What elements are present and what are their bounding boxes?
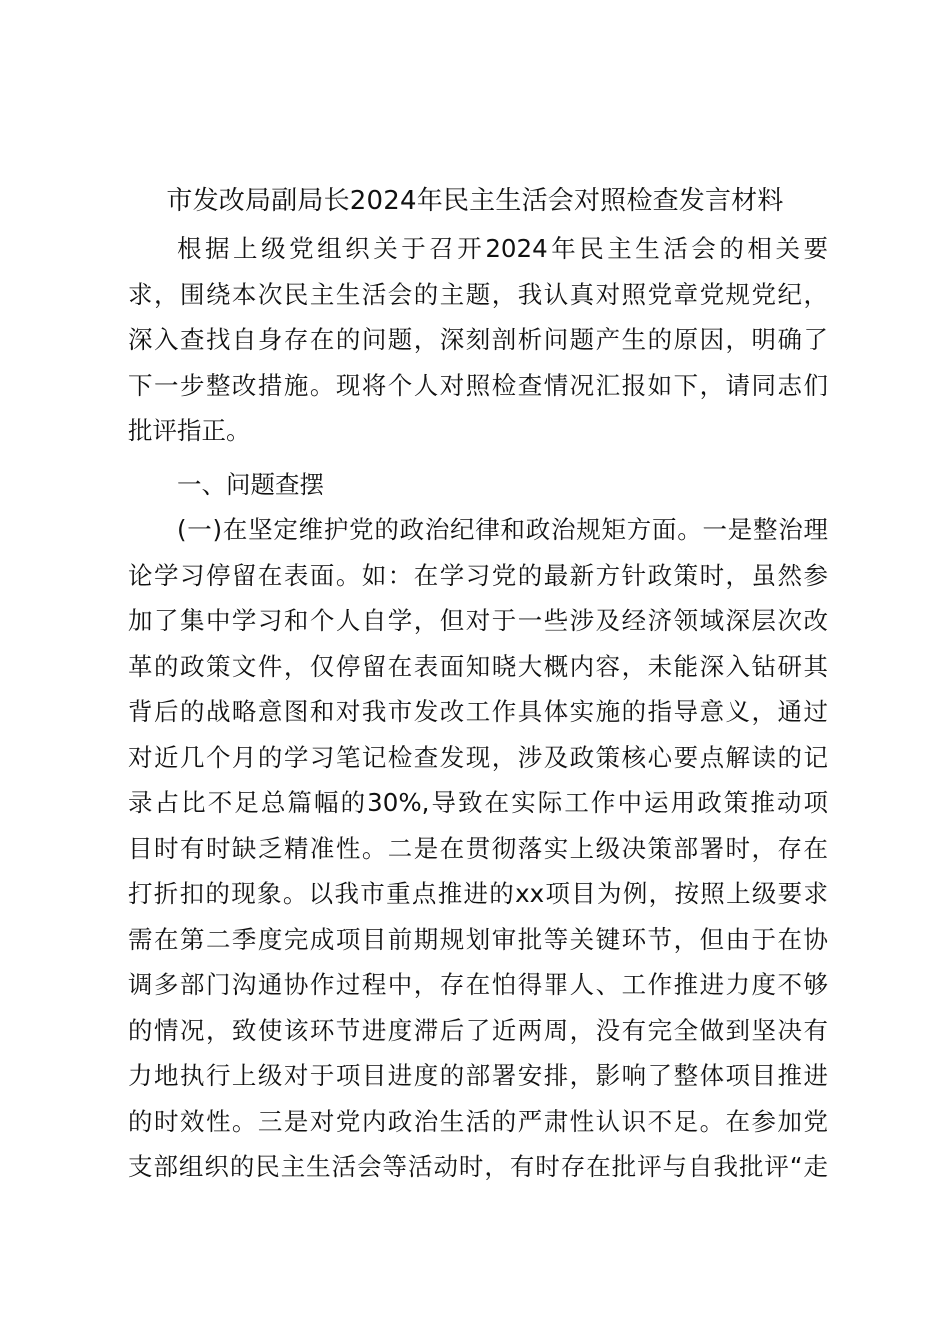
para1-line-11: 调多部门沟通协作过程中，存在怕得罪人、工作推进力度不够	[128, 970, 828, 999]
section-heading: 一、问题查摆	[177, 469, 324, 499]
paragraph-gap	[128, 454, 828, 462]
para1-line-14: 的时效性。三是对党内政治生活的严肃性认识不足。在参加党	[128, 1106, 828, 1136]
para1-line-6: 对近几个月的学习笔记检查发现，涉及政策核心要点解读的记	[128, 742, 828, 772]
para1-line-3: 加了集中学习和个人自学，但对于一些涉及经济领域深层次改	[128, 606, 828, 635]
para1-line-7: 录占比不足总篇幅的30%,导致在实际工作中运用政策推动项	[128, 788, 828, 817]
intro-line-2: 求，围绕本次民主生活会的主题，我认真对照党章党规党纪，	[128, 279, 828, 309]
intro-line-3: 深入查找自身存在的问题，深刻剖析问题产生的原因，明确了	[128, 325, 828, 354]
para1-line-9: 打折扣的现象。以我市重点推进的xx项目为例，按照上级要求	[128, 879, 828, 908]
para1-line-12: 的情况，致使该环节进度滞后了近两周，没有完全做到坚决有	[128, 1015, 828, 1045]
intro-line-5: 批评指正。	[128, 416, 251, 445]
intro-line-4: 下一步整改措施。现将个人对照检查情况汇报如下，请同志们	[128, 370, 828, 400]
para1-line-8: 目时有时缺乏精准性。二是在贯彻落实上级决策部署时，存在	[128, 833, 828, 863]
document-title: 市发改局副局长2024年民主生活会对照检查发言材料	[166, 186, 784, 216]
para1-line-10: 需在第二季度完成项目前期规划审批等关键环节，但由于在协	[128, 924, 828, 954]
para1-line-1: (一)在坚定维护党的政治纪律和政治规矩方面。一是整治理	[177, 515, 828, 544]
intro-line-1: 根据上级党组织关于召开2024年民主生活会的相关要	[177, 234, 828, 263]
document-body	[128, 226, 828, 1190]
para1-line-5: 背后的战略意图和对我市发改工作具体实施的指导意义，通过	[128, 697, 828, 726]
para1-line-13: 力地执行上级对于项目进度的部署安排，影响了整体项目推进	[128, 1061, 828, 1090]
para1-line-2: 论学习停留在表面。如：在学习党的最新方针政策时，虽然参	[128, 560, 828, 590]
para1-line-15: 支部组织的民主生活会等活动时，有时存在批评与自我批评“走	[128, 1152, 828, 1181]
para1-line-4: 革的政策文件，仅停留在表面知晓大概内容，未能深入钻研其	[128, 651, 828, 681]
